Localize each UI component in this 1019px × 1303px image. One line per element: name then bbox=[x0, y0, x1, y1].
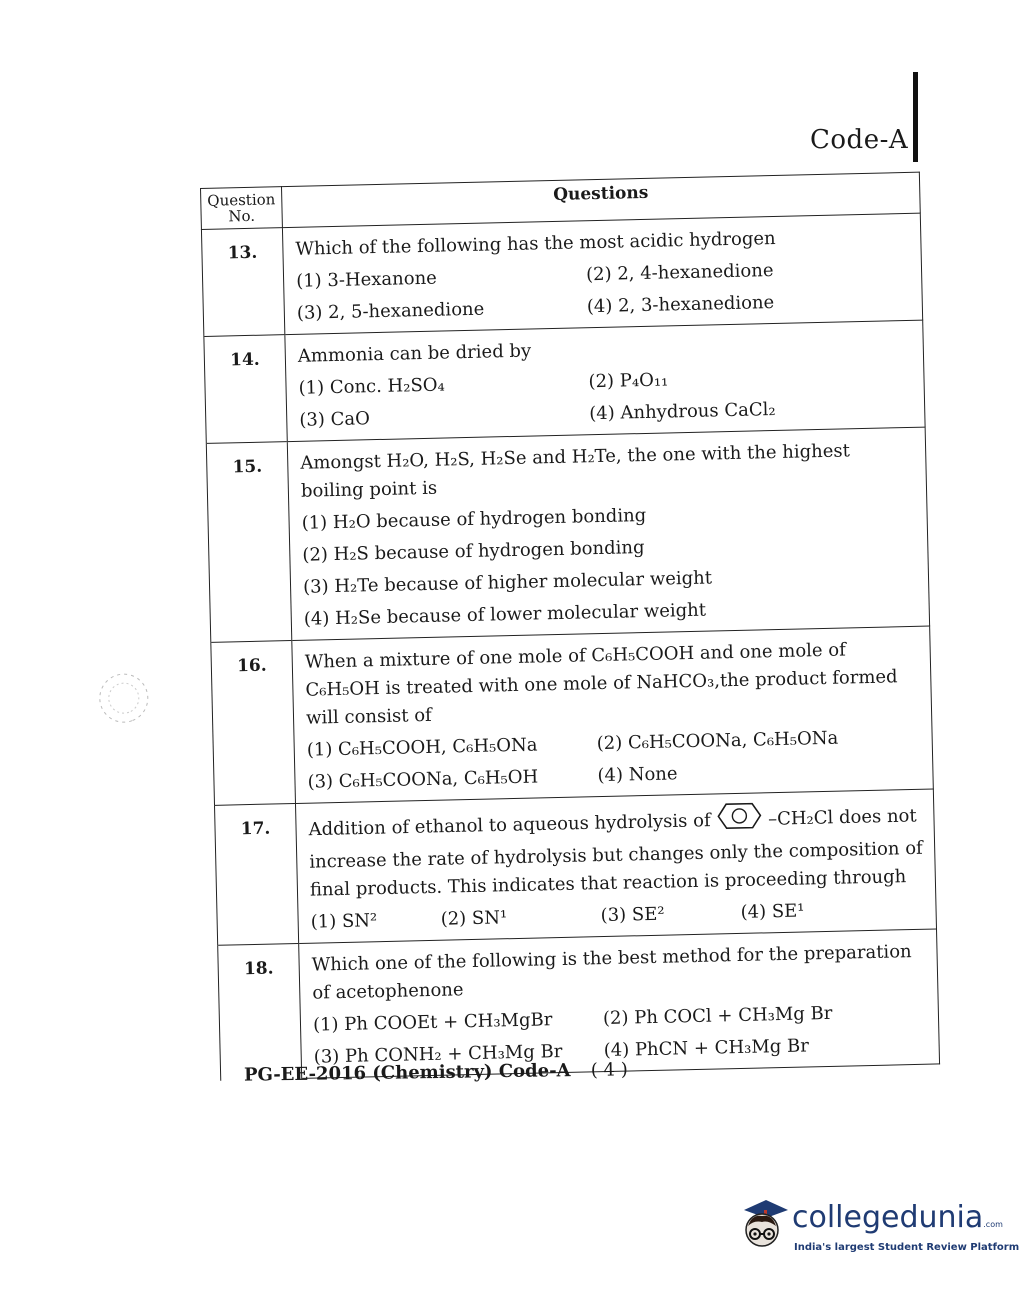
option-4: (4) Anhydrous CaCl₂ bbox=[589, 399, 776, 425]
mascot-icon bbox=[738, 1196, 790, 1260]
option-4: (4) PhCN + CH₃Mg Br bbox=[603, 1035, 810, 1062]
faded-stamp bbox=[46, 655, 164, 755]
page-footer bbox=[244, 1059, 628, 1085]
option-3: (3) SE² bbox=[600, 903, 665, 927]
option-3: (3) CaO bbox=[299, 408, 371, 431]
header-question-no: Question No. bbox=[201, 187, 283, 230]
question-stem: Amongst H₂O, H₂S, H₂Se and H₂Te, the one with the highest boiling point is bbox=[300, 440, 851, 502]
option-2: (2) 2, 4-hexanedione bbox=[585, 260, 774, 286]
code-label: Code-A bbox=[810, 125, 909, 155]
question-number: 16. bbox=[211, 641, 296, 806]
option-4: (4) None bbox=[597, 763, 678, 787]
paper-code: PG-EE-2016 (Chemistry) Code-A bbox=[243, 1060, 571, 1086]
question-stem: Which of the following has the most acidic hydrogen bbox=[295, 227, 776, 260]
question-row-18 bbox=[218, 929, 940, 1080]
option-1: (1) SN² bbox=[310, 910, 378, 933]
option-3: (3) H₂Te because of higher molecular weight bbox=[302, 567, 713, 598]
page-number: ( 4 ) bbox=[590, 1059, 628, 1081]
question-row-14 bbox=[204, 320, 925, 443]
question-stem bbox=[308, 798, 925, 905]
page-edge-bar bbox=[913, 72, 918, 162]
option-3: (3) C₆H₅COONa, C₆H₅OH bbox=[307, 766, 539, 793]
question-number: 18. bbox=[218, 943, 302, 1080]
stem-part-before: Addition of ethanol to aqueous hydrolysis of bbox=[308, 810, 711, 841]
option-1: (1) Conc. H₂SO₄ bbox=[298, 374, 446, 399]
question-number: 15. bbox=[206, 442, 292, 643]
option-4: (4) 2, 3-hexanedione bbox=[586, 292, 775, 318]
question-stem: Ammonia can be dried by bbox=[297, 340, 532, 367]
question-stem: When a mixture of one mole of C₆H₅COOH and one mole of C₆H₅OH is treated with one mole of NaHCO₃,the product formed will consist of bbox=[304, 639, 898, 729]
option-3: (3) 2, 5-hexanedione bbox=[296, 298, 485, 324]
benzene-ring-icon bbox=[716, 801, 763, 839]
collegedunia-logo bbox=[738, 1196, 1019, 1266]
option-4: (4) H₂Se because of lower molecular weight bbox=[303, 599, 707, 630]
question-row-16 bbox=[211, 626, 934, 805]
stem-part-after: –CH₂Cl does not increase the rate of hydrolysis but changes only the composition of final products. This indicates that reaction is proceeding through bbox=[309, 805, 923, 901]
option-3: (3) Ph CONH₂ + CH₃Mg Br bbox=[313, 1041, 563, 1068]
option-1: (1) Ph COOEt + CH₃MgBr bbox=[312, 1009, 553, 1036]
option-2: (2) Ph COCl + CH₃Mg Br bbox=[602, 1002, 833, 1030]
option-2: (2) P₄O₁₁ bbox=[588, 369, 669, 393]
option-1: (1) 3-Hexanone bbox=[295, 267, 438, 292]
question-sheet bbox=[200, 172, 940, 1081]
question-number: 13. bbox=[201, 228, 284, 337]
question-stem: Which one of the following is the best method for the preparation of acetophenone bbox=[311, 941, 912, 1004]
option-2: (2) C₆H₅COONa, C₆H₅ONa bbox=[596, 727, 839, 755]
header-questions: Questions bbox=[282, 172, 921, 227]
option-2: (2) SN¹ bbox=[440, 907, 508, 930]
option-2: (2) H₂S because of hydrogen bonding bbox=[302, 537, 645, 566]
question-number: 17. bbox=[215, 803, 299, 945]
question-table bbox=[200, 172, 940, 1081]
option-1: (1) C₆H₅COOH, C₆H₅ONa bbox=[306, 734, 538, 761]
option-4: (4) SE¹ bbox=[740, 900, 805, 923]
question-row-15 bbox=[206, 427, 929, 642]
question-row-13 bbox=[201, 213, 922, 336]
brand-tagline: India's largest Student Review Platform bbox=[794, 1242, 1019, 1253]
option-1: (1) H₂O because of hydrogen bonding bbox=[301, 504, 647, 534]
question-row-17 bbox=[215, 789, 937, 945]
question-number: 14. bbox=[204, 335, 287, 444]
brand-name: collegedunia.com bbox=[792, 1200, 1003, 1235]
